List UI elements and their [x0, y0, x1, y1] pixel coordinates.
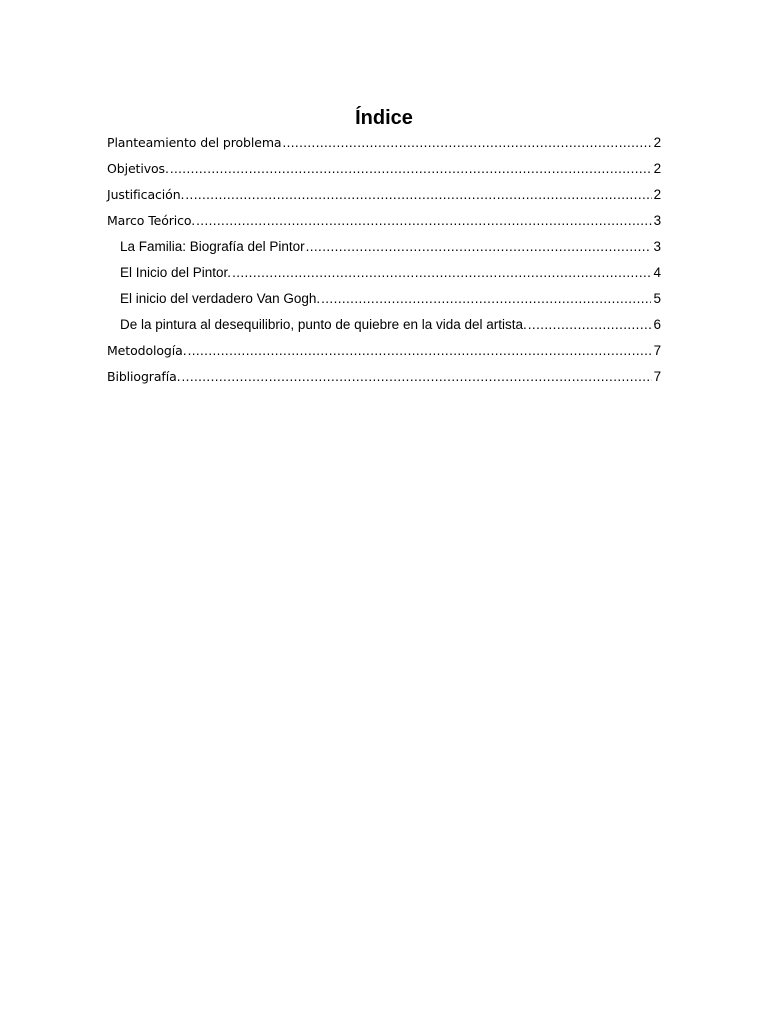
toc-page-number: 4 — [653, 265, 661, 280]
toc-dot-leader — [196, 210, 651, 232]
toc-entry-bibliografia[interactable] — [107, 366, 661, 392]
toc-page-number: 5 — [653, 291, 661, 306]
toc-entry-text: El Inicio del Pintor. — [120, 265, 232, 280]
toc-dot-leader — [282, 132, 651, 154]
toc-page-number: 2 — [653, 187, 661, 202]
toc-entry-text: Marco Teórico. — [107, 213, 196, 228]
toc-title: Índice — [355, 107, 413, 129]
toc-entry-text: Justificación. — [107, 187, 185, 202]
toc-dot-leader — [182, 366, 652, 388]
toc-entry-pintura-desequilibrio[interactable] — [107, 314, 661, 340]
toc-entry-la-familia[interactable] — [107, 236, 661, 262]
toc-entry-justificacion[interactable] — [107, 184, 661, 210]
toc-page-number: 2 — [653, 161, 661, 176]
toc-dot-leader — [306, 236, 652, 258]
toc-page-number: 2 — [653, 135, 661, 150]
toc-list — [107, 132, 661, 392]
toc-entry-text: Metodología. — [107, 343, 187, 358]
toc-entry-text: De la pintura al desequilibrio, punto de quiebre en la vida del artista. — [120, 317, 527, 332]
toc-entry-objetivos[interactable] — [107, 158, 661, 184]
toc-dot-leader — [185, 184, 651, 206]
toc-page-number: 7 — [653, 343, 661, 358]
toc-entry-marco-teorico[interactable] — [107, 210, 661, 236]
toc-dot-leader — [170, 158, 652, 180]
toc-entry-text: Bibliografía. — [107, 369, 181, 384]
toc-entry-inicio-pintor[interactable] — [107, 262, 661, 288]
toc-dot-leader — [321, 288, 651, 310]
toc-entry-verdadero-van-gogh[interactable] — [107, 288, 661, 314]
toc-dot-leader — [188, 340, 652, 362]
toc-page-number: 7 — [653, 369, 661, 384]
toc-entry-text: Objetivos. — [107, 161, 169, 176]
toc-page-number: 6 — [653, 317, 661, 332]
toc-entry-text: El inicio del verdadero Van Gogh. — [120, 291, 321, 306]
toc-dot-leader — [232, 262, 651, 284]
toc-dot-leader — [528, 314, 652, 336]
toc-page-number: 3 — [653, 239, 661, 254]
toc-entry-planteamiento[interactable] — [107, 132, 661, 158]
toc-entry-text: La Familia: Biografía del Pintor — [120, 239, 305, 254]
toc-entry-metodologia[interactable] — [107, 340, 661, 366]
toc-page-number: 3 — [653, 213, 661, 228]
toc-entry-text: Planteamiento del problema — [107, 135, 282, 150]
